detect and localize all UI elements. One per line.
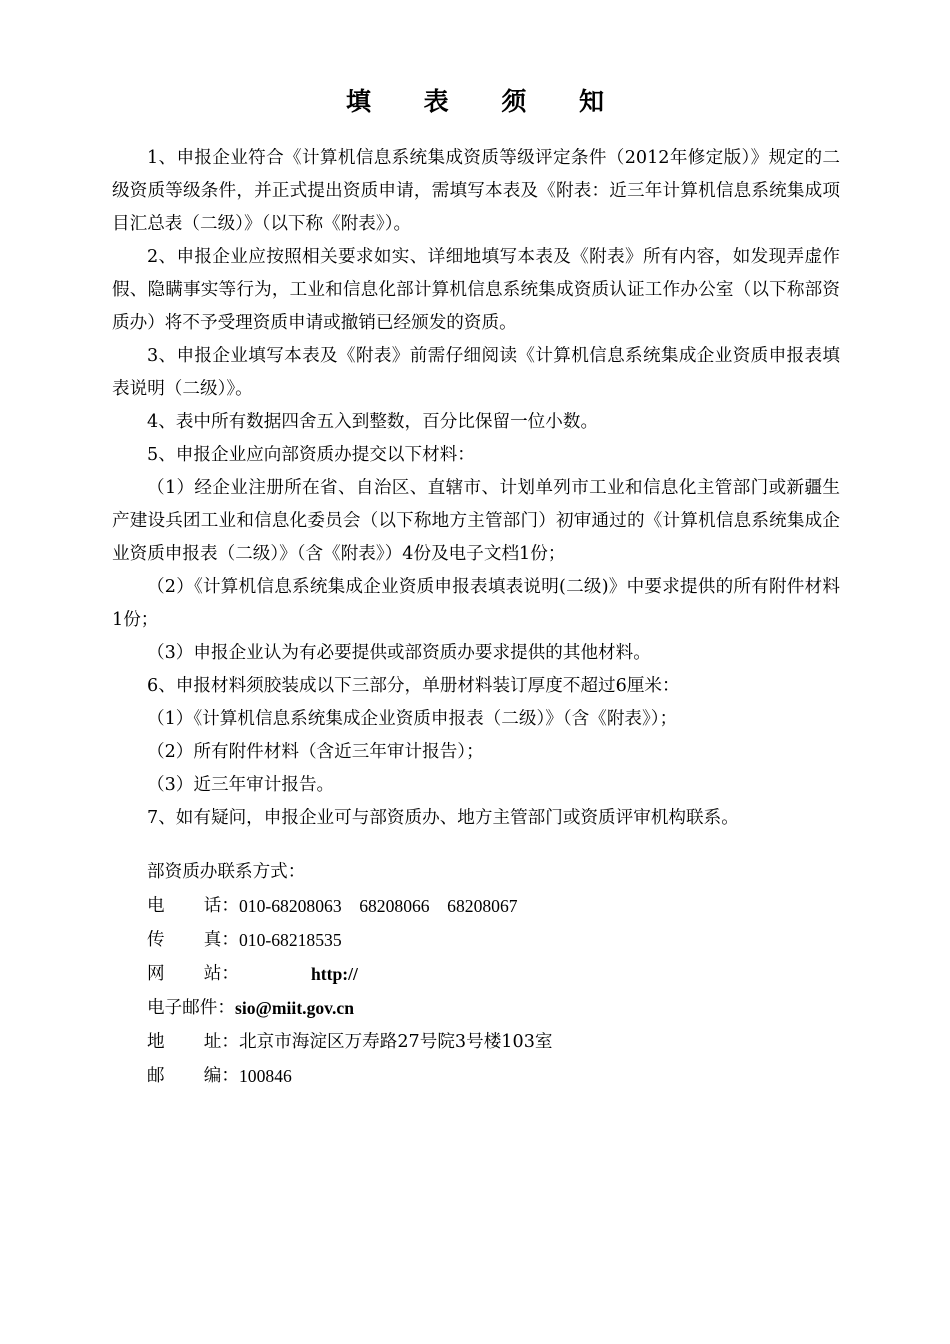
- phone-label: [147, 890, 239, 924]
- address-label: [147, 1026, 239, 1060]
- contact-postcode-row: [147, 1060, 847, 1094]
- phone-value: 010-68208063 68208066 68208067: [239, 896, 518, 916]
- label-char: 地: [147, 1032, 165, 1052]
- instruction-item-3: 3、申报企业填写本表及《附表》前需仔细阅读《计算机信息系统集成企业资质申报表填表说明（二级）》。: [112, 346, 840, 399]
- page-title: 填 表 须 知: [345, 87, 627, 116]
- label-char: 编：: [203, 1066, 239, 1086]
- label-char: 邮: [147, 1066, 165, 1086]
- instruction-subitem-5-2: （2）《计算机信息系统集成企业资质申报表填表说明(二级)》中要求提供的所有附件材料1份；: [112, 577, 840, 630]
- instruction-item-5: 5、申报企业应向部资质办提交以下材料：: [147, 445, 475, 465]
- instruction-item-2: 2、申报企业应按照相关要求如实、详细地填写本表及《附表》所有内容，如发现弄虚作假、隐瞒事实等行为，工业和信息化部计算机信息系统集成资质认证工作办公室（以下称部资质办）将不予受理资质申请或撤销已经颁发的资质。: [112, 247, 840, 333]
- email-value[interactable]: sio@miit.gov.cn: [234, 998, 354, 1018]
- label-char: 址：: [203, 1032, 239, 1052]
- email-label: 电子邮件：: [147, 998, 235, 1018]
- label-char: 网: [147, 964, 165, 984]
- contact-fax-row: [147, 924, 847, 958]
- instruction-item-7: 7、如有疑问，申报企业可与部资质办、地方主管部门或资质评审机构联系。: [147, 808, 739, 828]
- label-char: 电: [147, 896, 165, 916]
- address-value: 北京市海淀区万寿路27号院3号楼103室: [239, 1032, 553, 1052]
- fax-value: 010-68218535: [239, 930, 342, 950]
- postcode-value: 100846: [239, 1066, 292, 1086]
- contact-email-row: [147, 992, 847, 1026]
- contact-heading: 部资质办联系方式：: [147, 862, 306, 882]
- instruction-subitem-6-1: （1）《计算机信息系统集成企业资质申报表（二级）》（含《附表》）；: [147, 709, 678, 729]
- web-label: [147, 958, 239, 992]
- contact-section: [147, 856, 847, 1094]
- instruction-subitem-5-3: （3）申报企业认为有必要提供或部资质办要求提供的其他材料。: [147, 643, 651, 663]
- fax-label: [147, 924, 239, 958]
- instructions-body: [112, 142, 840, 835]
- instruction-subitem-6-2: （2）所有附件材料（含近三年审计报告）；: [147, 742, 484, 762]
- instruction-item-1: 1、申报企业符合《计算机信息系统集成资质等级评定条件（2012年修定版）》规定的二级资质等级条件，并正式提出资质申请，需填写本表及《附表：近三年计算机信息系统集成项目汇总表（二级）》（以下称《附表》）。: [112, 148, 840, 234]
- label-char: 站：: [203, 964, 239, 984]
- label-char: 真：: [203, 930, 239, 950]
- contact-web-row: [147, 958, 847, 992]
- instruction-subitem-6-3: （3）近三年审计报告。: [147, 775, 335, 795]
- contact-phone-row: [147, 890, 847, 924]
- instruction-subitem-5-1: （1）经企业注册所在省、自治区、直辖市、计划单列市工业和信息化主管部门或新疆生产建设兵团工业和信息化委员会（以下称地方主管部门）初审通过的《计算机信息系统集成企业资质申报表（二级）》（含《附表》）4份及电子文档1份；: [112, 478, 840, 564]
- label-char: 话：: [203, 896, 239, 916]
- instruction-item-4: 4、表中所有数据四舍五入到整数，百分比保留一位小数。: [147, 412, 599, 432]
- postcode-label: [147, 1060, 239, 1094]
- contact-heading-row: [147, 856, 847, 890]
- web-value[interactable]: http://: [311, 964, 358, 984]
- label-char: 传: [147, 930, 165, 950]
- contact-address-row: [147, 1026, 847, 1060]
- instruction-item-6: 6、申报材料须胶装成以下三部分，单册材料装订厚度不超过6厘米：: [147, 676, 680, 696]
